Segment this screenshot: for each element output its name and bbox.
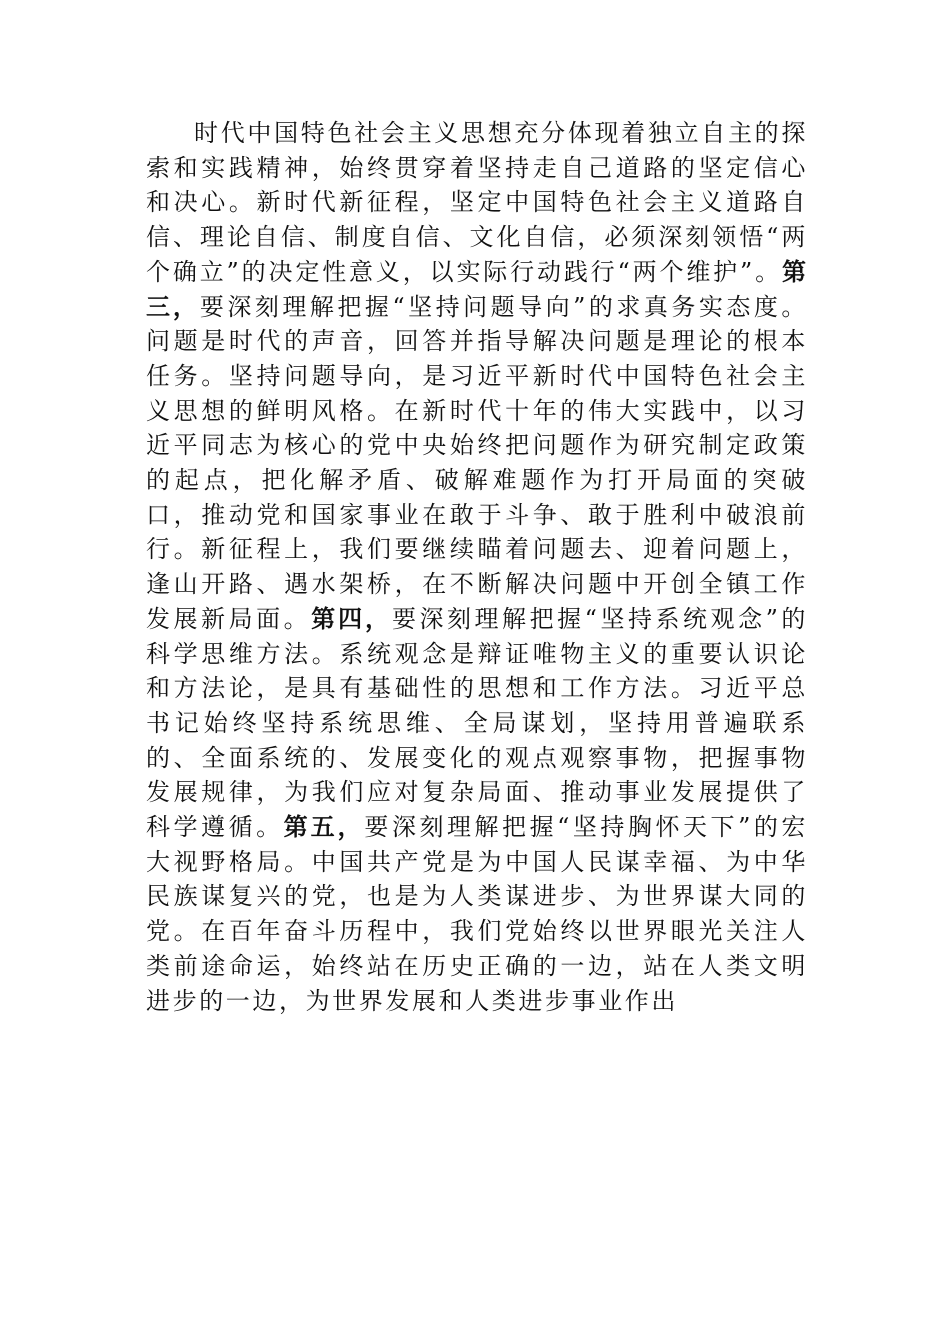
heading-marker-third: 第三， [146, 257, 808, 321]
heading-marker-fifth: 第五， [283, 813, 365, 842]
heading-marker-fourth: 第四， [311, 604, 392, 633]
text-segment-1: 时代中国特色社会主义思想充分体现着独立自主的探索和实践精神，始终贯穿着坚持走自己道路的坚定信心和决心。新时代新征程，坚定中国特色社会主义道路自信、理论自信、制度自信、文化自信，必须深刻领悟“两个确立”的决定性意义，以实际行动践行“两个维护”。 [146, 119, 808, 286]
body-paragraph [146, 116, 808, 1018]
text-segment-4: 要深刻理解把握“坚持胸怀天下”的宏大视野格局。中国共产党是为中国人民谋幸福、为中华民族谋复兴的党，也是为人类谋进步、为世界谋大同的党。在百年奋斗历程中，我们党始终以世界眼光关注人类前途命运，始终站在历史正确的一边，站在人类文明进步的一边，为世界发展和人类进步事业作出 [146, 813, 808, 1015]
text-segment-2: 要深刻理解把握“坚持问题导向”的求真务实态度。问题是时代的声音，回答并指导解决问题是理论的根本任务。坚持问题导向，是习近平新时代中国特色社会主义思想的鲜明风格。在新时代十年的伟大实践中，以习近平同志为核心的党中央始终把问题作为研究制定政策的起点，把化解矛盾、破解难题作为打开局面的突破口，推动党和国家事业在敢于斗争、敢于胜利中破浪前行。新征程上，我们要继续瞄着问题去、迎着问题上，逢山开路、遇水架桥，在不断解决问题中开创全镇工作发展新局面。 [146, 292, 809, 633]
text-segment-3: 要深刻理解把握“坚持系统观念”的科学思维方法。系统观念是辩证唯物主义的重要认识论和方法论，是具有基础性的思想和工作方法。习近平总书记始终坚持系统思维、全局谋划，坚持用普遍联系的、全面系统的、发展变化的观点观察事物，把握事物发展规律，为我们应对复杂局面、推动事业发展提供了科学遵循。 [146, 604, 808, 842]
